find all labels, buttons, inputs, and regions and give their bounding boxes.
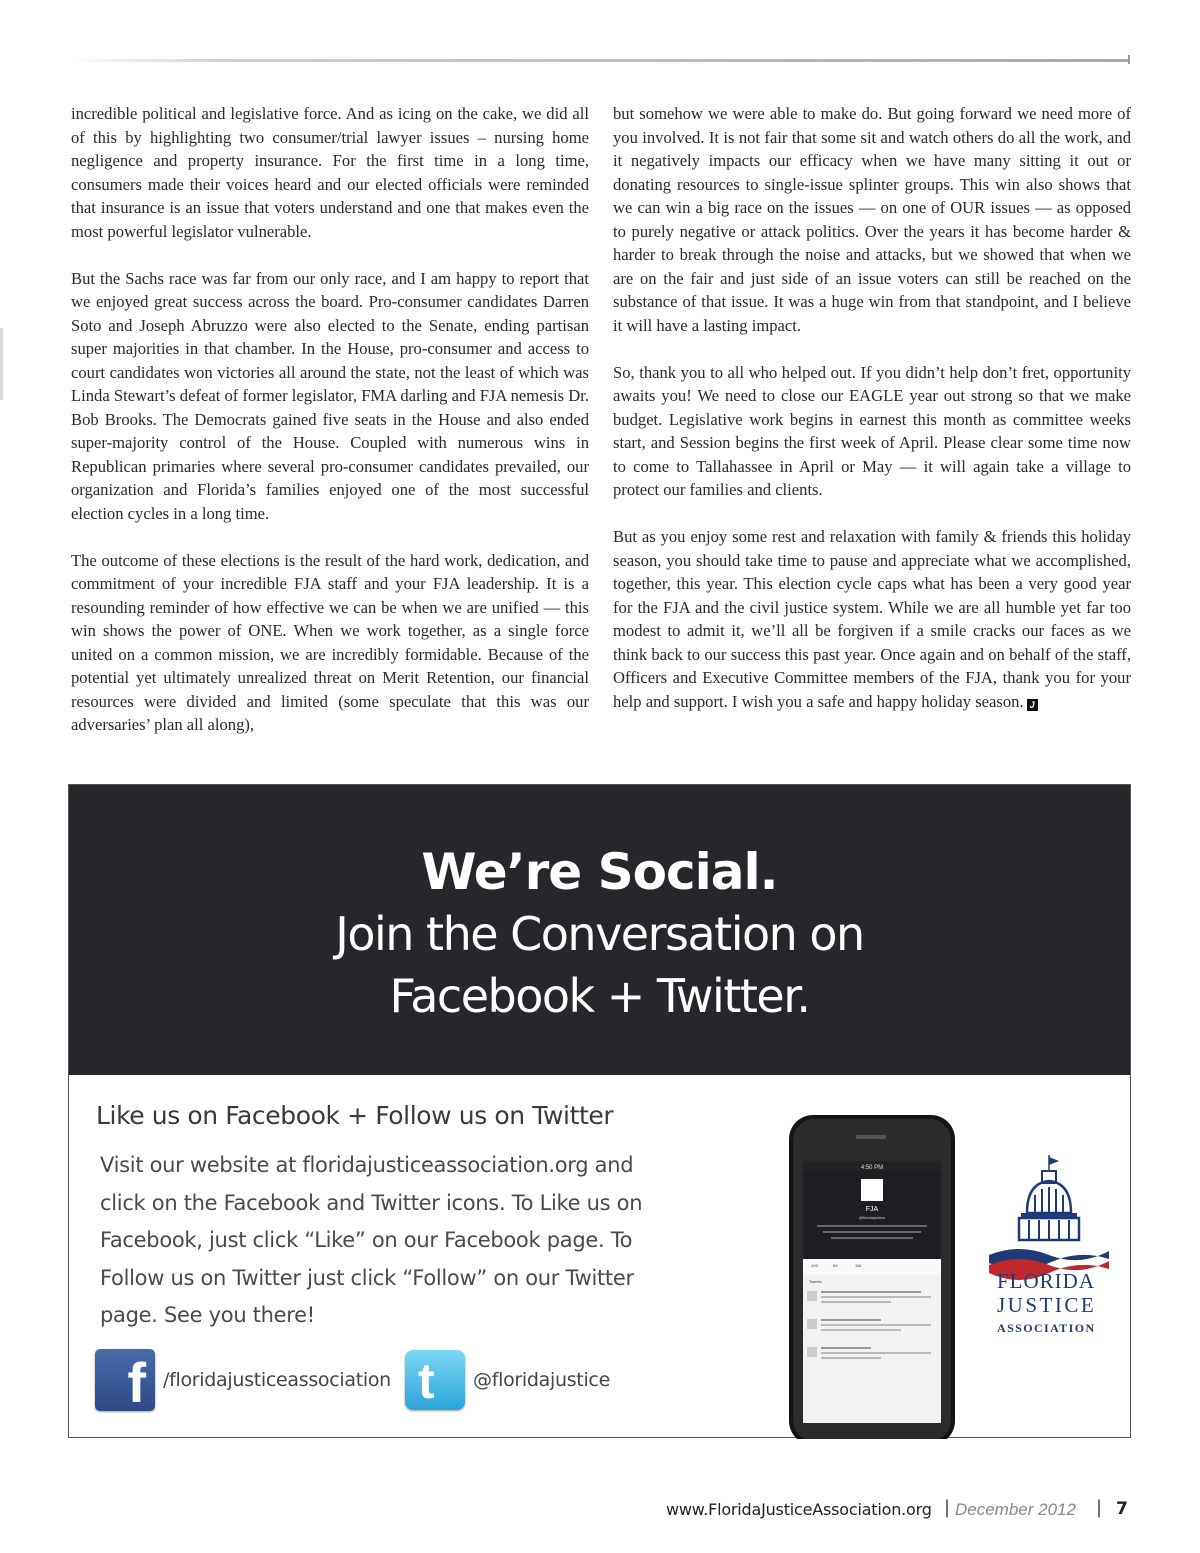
logo-text-justice: JUSTICE xyxy=(997,1293,1097,1317)
social-media-ad xyxy=(68,784,1131,1438)
ad-headline-line-2: Join the Conversation on xyxy=(335,907,864,961)
phone-stat: 116 xyxy=(855,1263,862,1268)
ad-banner xyxy=(69,785,1130,1075)
ad-body-line: page. See you there! xyxy=(100,1303,315,1327)
phone-time: 4:50 PM xyxy=(860,1165,884,1171)
footer-separator: | xyxy=(944,1497,951,1518)
phone-stat: 109 xyxy=(811,1263,818,1268)
smartphone-image xyxy=(787,1115,957,1439)
article-paragraph: incredible political and legislative force. And as icing on the cake, we did all of this by highlighting two consumer/trial lawyer issues – nursing home negligence and property insurance. For the first time in a long time, consumers made their voices heard and our elected officials were reminded that insurance is an issue that voters understand and one that makes even the most powerful legislator vulnerable. xyxy=(71,104,589,241)
facebook-handle: /floridajusticeassociation xyxy=(163,1369,391,1391)
ad-headline: We’re Social. xyxy=(421,843,778,901)
phone-profile-handle: @floridajustice xyxy=(858,1215,886,1220)
ad-body-text xyxy=(100,1147,690,1335)
footer-date: December 2012 xyxy=(955,1500,1076,1519)
facebook-icon: f xyxy=(95,1349,155,1411)
ad-subheading: Like us on Facebook + Follow us on Twitter xyxy=(96,1101,614,1130)
footer-website: www.FloridaJusticeAssociation.org xyxy=(666,1500,932,1519)
facebook-link[interactable] xyxy=(95,1349,391,1414)
footer-separator: | xyxy=(1096,1497,1103,1518)
article-paragraph: The outcome of these elections is the result of the hard work, dedication, and commitment of your incredible FJA staff and your FJA leadership. It is a resounding reminder of how effective we can be when we are unified — this win shows the power of ONE. When we work together, as a single force united on a common mission, we are incredibly formidable. Because of the potential yet ultimately unrealized threat on Merit Retention, our financial resources were divided and limited (some speculate that this was our adversaries’ plan all along), xyxy=(71,550,589,734)
article-paragraph xyxy=(613,525,1131,713)
article-column-left xyxy=(71,102,589,760)
article-paragraph-text: But as you enjoy some rest and relaxation with family & friends this holiday season, you should take time to pause and appreciate what we accomplished, together, this year. This election cycle caps what has been a very good year for the FJA and the civil justice system. While we are all humble yet far too modest to admit it, we’ll all be forgiven if a smile cracks our faces as we think back to our success this past year. Once again and on behalf of the staff, Officers and Executive Committee members of the FJA, thank you for your help and support. I wish you a safe and happy holiday season. xyxy=(613,527,1131,711)
phone-tweets-label: Tweets xyxy=(809,1279,822,1284)
page-footer xyxy=(660,1499,1130,1523)
twitter-icon: t xyxy=(405,1350,465,1410)
twitter-handle: @floridajustice xyxy=(473,1369,610,1391)
article-paragraph: but somehow we were able to make do. But going forward we need more of you involved. It is not fair that some sit and watch others do all the work, and it negatively impacts our efficacy when we have many sitting it out or donating resources to single-issue splinter groups. This win also shows that we can win a big race on the issues — on one of OUR issues — as opposed to purely negative or attack politics. Over the years it has become harder & harder to break through the noise and attacks, but we showed that when we are on the fair and just side of an issue voters can still be reached on the substance of that issue. It was a huge win from that standpoint, and I believe it will have a lasting impact. xyxy=(613,104,1131,335)
article-column-right xyxy=(613,102,1131,737)
phone-stat: 69 xyxy=(833,1263,838,1268)
ad-body-line: click on the Facebook and Twitter icons. To Like us on xyxy=(100,1190,643,1215)
page-number: 7 xyxy=(1116,1499,1128,1519)
header-rule xyxy=(70,59,1130,62)
header-rule-end xyxy=(1128,55,1130,64)
ad-body-line: Follow us on Twitter just click “Follow” on our Twitter xyxy=(100,1265,634,1290)
logo-text-florida: FLORIDA xyxy=(997,1269,1096,1293)
ad-headline-line-3: Facebook + Twitter. xyxy=(389,969,810,1023)
ad-body-line: Visit our website at floridajusticeassociation.org and xyxy=(100,1153,634,1177)
end-of-article-mark: J xyxy=(1027,699,1038,711)
page-edge-mark xyxy=(0,328,3,400)
ad-body-line: Facebook, just click “Like” on our Facebook page. To xyxy=(100,1228,633,1252)
article-paragraph: But the Sachs race was far from our only race, and I am happy to report that we enjoyed great success across the board. Pro-consumer candidates Darren Soto and Joseph Abruzzo were also elected to the Senate, ending partisan super majorities in that chamber. In the House, pro-consumer and access to court candidates won victories all around the state, not the least of which was Linda Stewart’s defeat of former legislator, FMA darling and FJA nemesis Dr. Bob Brooks. The Democrats gained five seats in the House and also ended super-majority control of the House. Coupled with numerous wins in Republican primaries where several pro-consumer candidates prevailed, our organization and Florida’s families enjoyed one of the most successful election cycles in a long time. xyxy=(71,268,589,523)
logo-text-association: ASSOCIATION xyxy=(997,1321,1096,1335)
twitter-link[interactable] xyxy=(405,1349,610,1411)
article-paragraph: So, thank you to all who helped out. If you didn’t help don’t fret, opportunity awaits you! We need to close our EAGLE year out strong so that we make budget. Legislative work begins in earnest this month as committee weeks start, and Session begins the first week of April. Please clear some time now to come to Tallahassee in April or May — it will again take a village to protect our families and clients. xyxy=(613,362,1131,499)
phone-profile-name: FJA xyxy=(865,1206,879,1213)
